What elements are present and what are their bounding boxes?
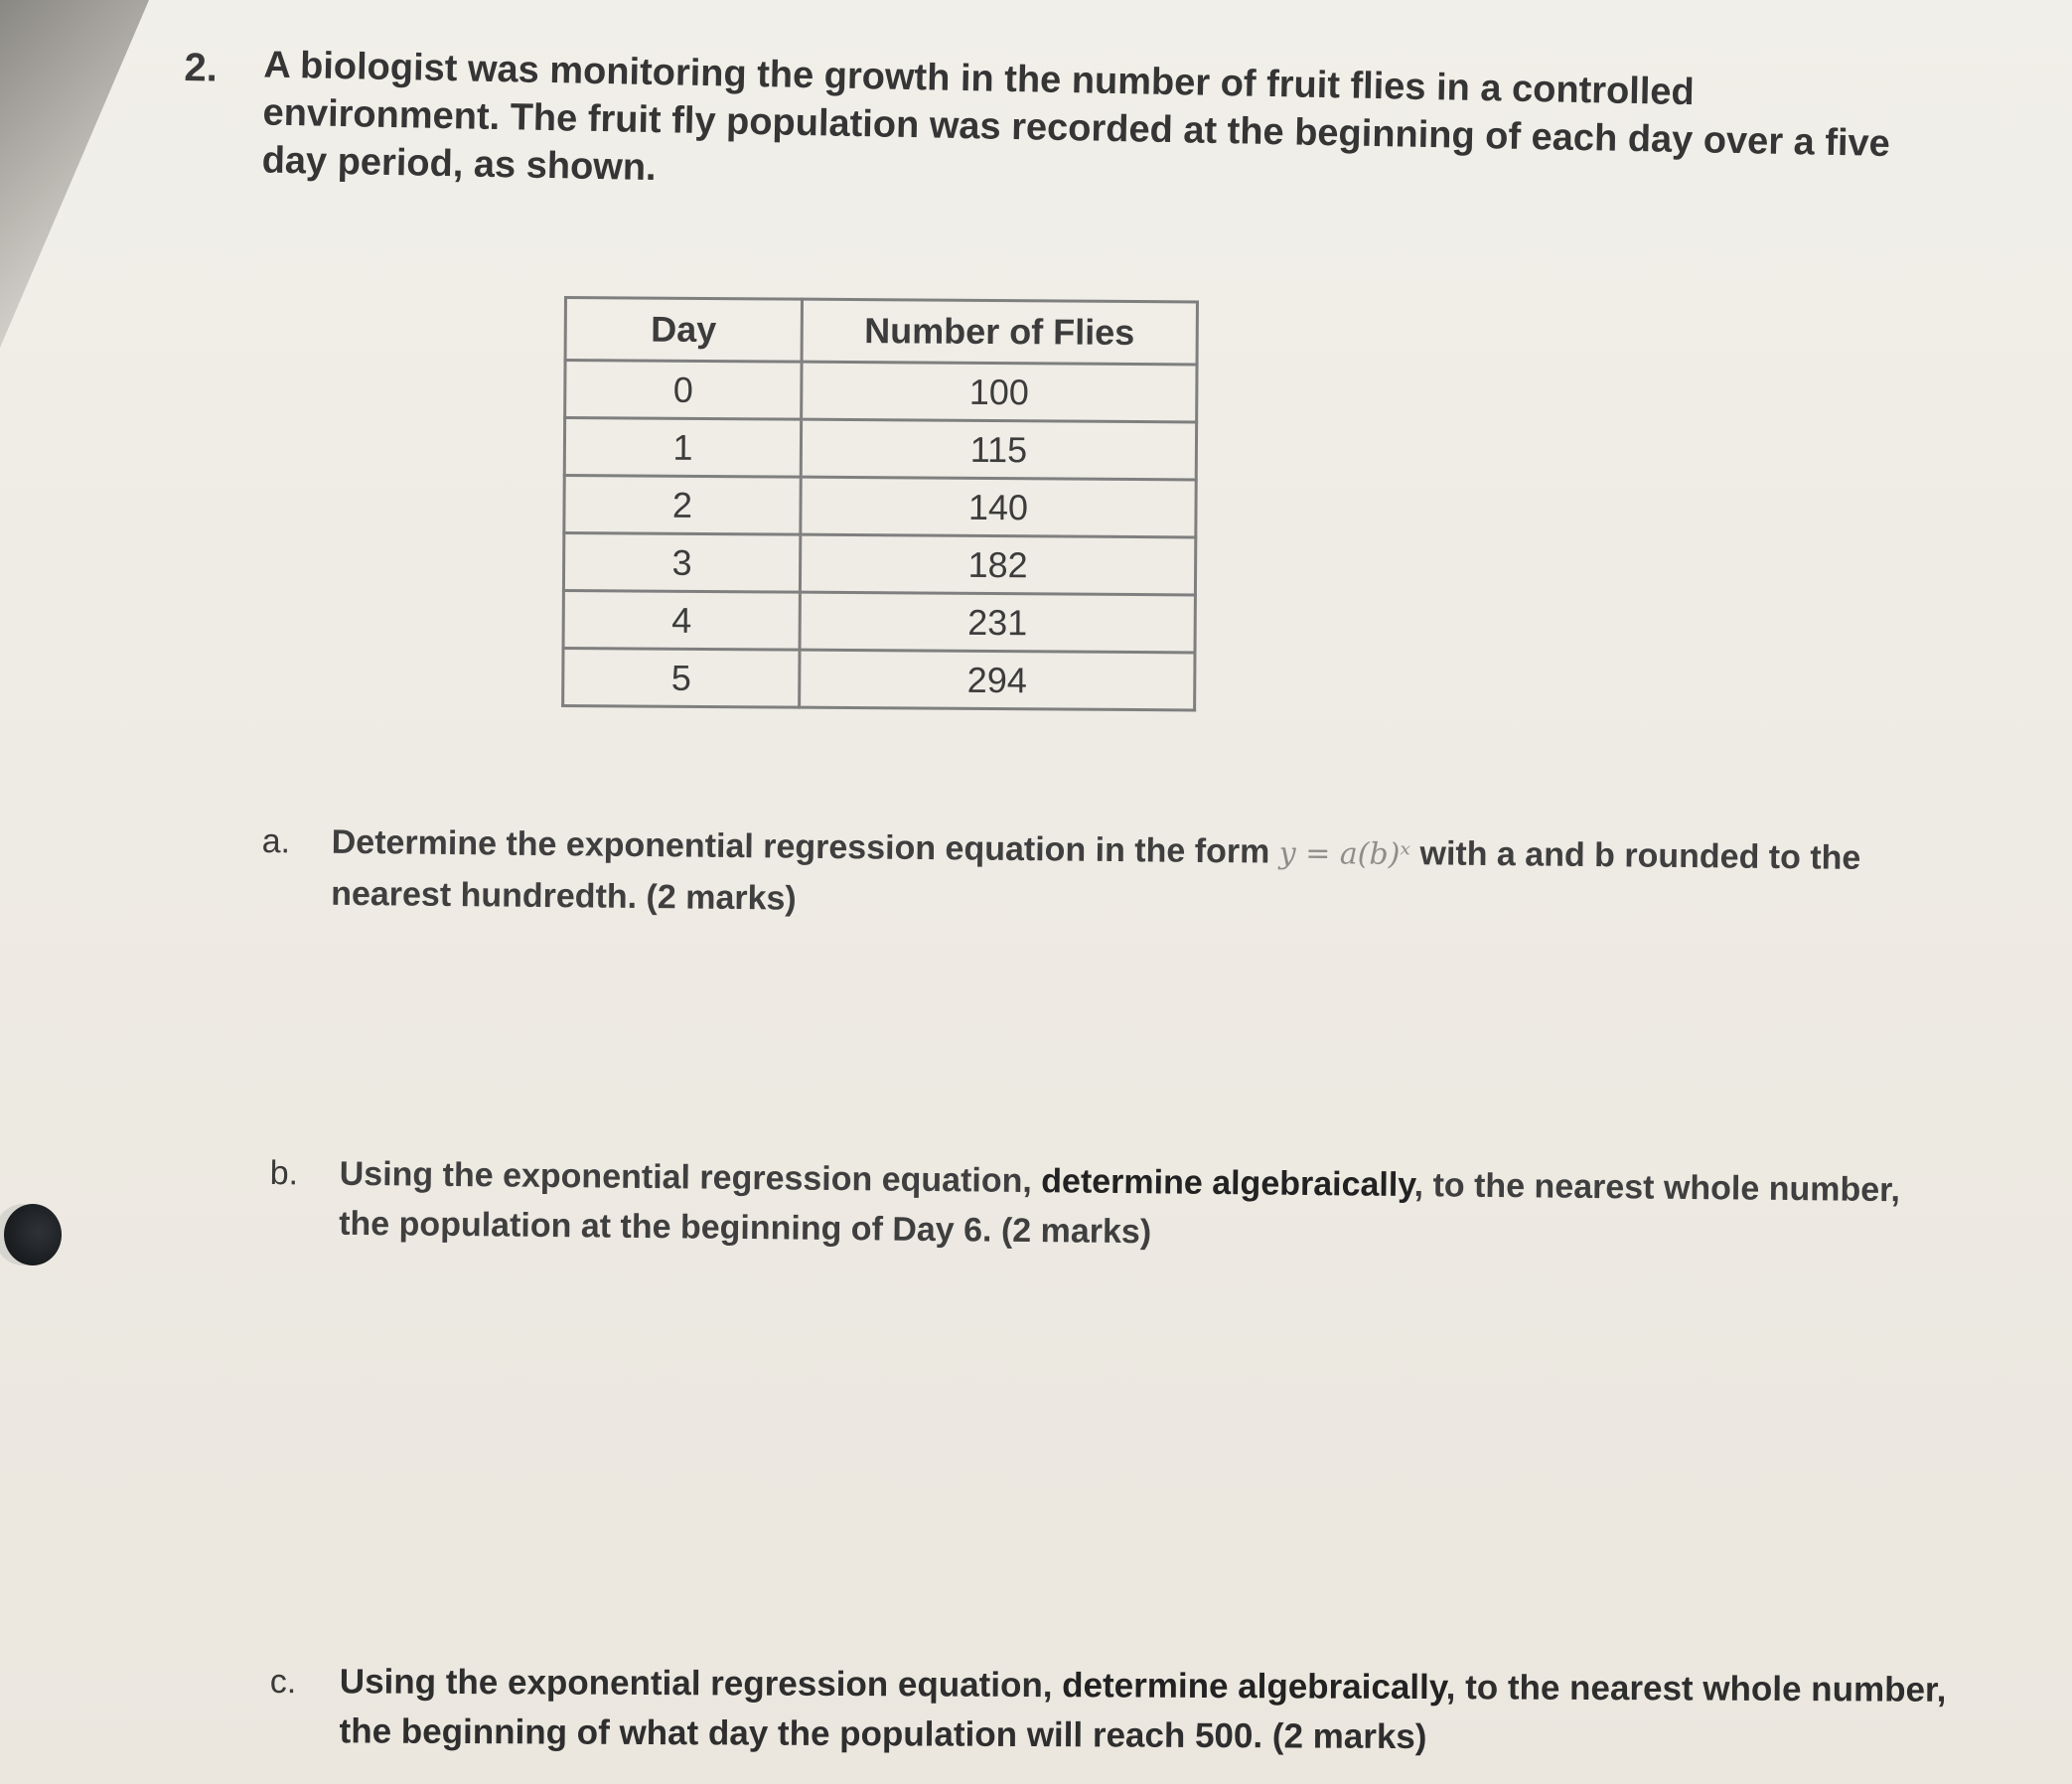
binder-shadow — [0, 0, 149, 348]
day-cell: 3 — [563, 533, 800, 593]
table-row — [563, 649, 1195, 710]
question-2 — [184, 40, 1933, 190]
part-a-text-before: Determine the exponential regression equation in the form — [331, 822, 1279, 871]
part-a-label: a. — [261, 821, 291, 861]
table-header-row — [565, 298, 1197, 365]
part-b-text-after: , to the nearest whole number, the population at the beginning of Day 6. (2 marks) — [339, 1166, 1901, 1252]
day-cell: 5 — [563, 649, 800, 708]
part-c — [269, 1657, 1949, 1757]
part-c-text-before: Using the exponential regression equation, — [339, 1662, 1063, 1706]
part-c-text — [339, 1657, 1949, 1764]
fruit-fly-table — [561, 296, 1199, 711]
question-intro: A biologist was monitoring the growth in the number of fruit flies in a controlled environment. The fruit fly population was recorded at the beginning of each day over a five day period, as shown. — [261, 44, 1891, 190]
header-day: Day — [565, 298, 802, 363]
part-a — [261, 817, 1951, 918]
regression-equation: y = a(b)ˣ — [1278, 835, 1411, 873]
part-c-text-after: , to the nearest whole number, the beginning of what day the population will reach 500. (2 marks) — [339, 1668, 1947, 1757]
part-c-label: c. — [269, 1662, 297, 1702]
flies-cell: 294 — [800, 650, 1195, 710]
part-b-label: b. — [269, 1153, 299, 1193]
day-cell: 1 — [564, 418, 801, 478]
flies-cell: 100 — [802, 362, 1197, 422]
part-b-text-before: Using the exponential regression equation, — [339, 1154, 1042, 1201]
day-cell: 2 — [564, 476, 801, 535]
part-b-emphasis: determine algebraically — [1041, 1162, 1414, 1205]
flies-cell: 115 — [801, 419, 1196, 480]
punch-hole — [4, 1204, 62, 1265]
part-b — [269, 1148, 1949, 1252]
table-row — [564, 418, 1196, 480]
part-c-emphasis: determine algebraically — [1062, 1666, 1446, 1708]
header-number-of-flies: Number of Flies — [802, 299, 1197, 365]
part-a-text-after: with a and b rounded to the nearest hundredth. (2 marks) — [330, 834, 1861, 918]
day-cell: 0 — [565, 361, 802, 420]
flies-cell: 182 — [800, 534, 1195, 595]
table-row — [565, 361, 1197, 422]
table-row — [563, 533, 1195, 595]
flies-cell: 140 — [801, 477, 1196, 537]
part-a-text — [331, 818, 1951, 936]
question-number: 2. — [184, 45, 219, 90]
part-b-text — [339, 1149, 1949, 1265]
day-cell: 4 — [563, 591, 800, 651]
table-row — [563, 591, 1195, 653]
flies-cell: 231 — [800, 592, 1195, 653]
table-row — [564, 476, 1196, 537]
